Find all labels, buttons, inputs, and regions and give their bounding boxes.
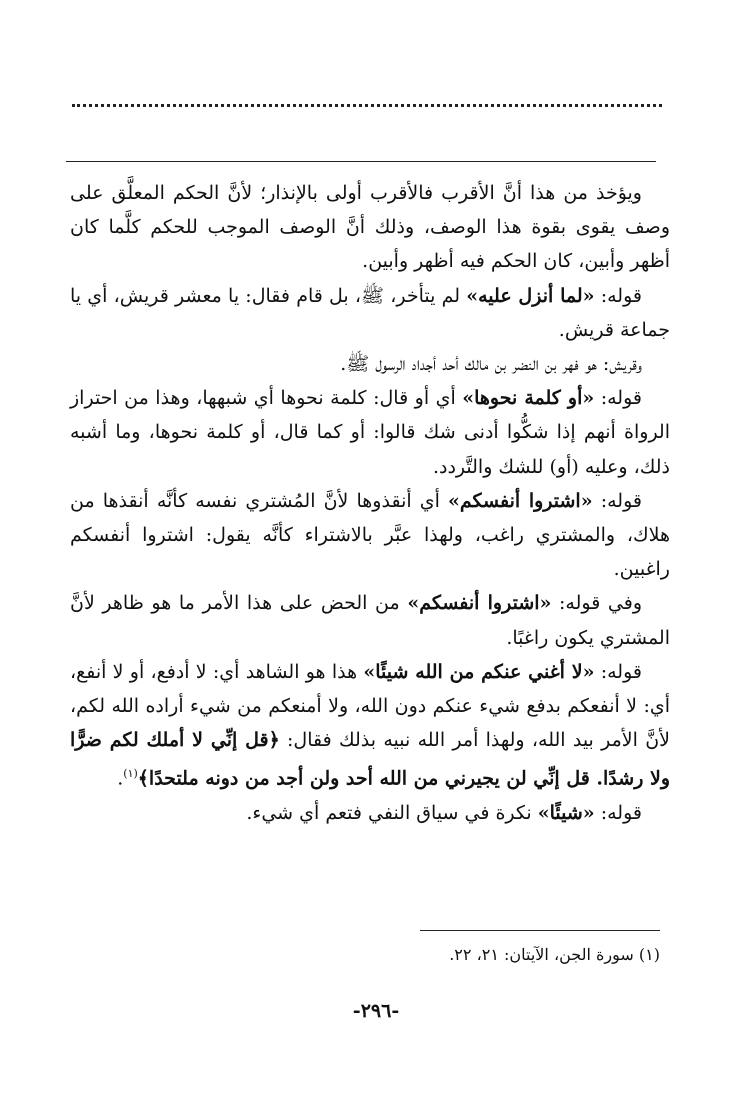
footnote-ref: (١) [123, 767, 138, 781]
hadith-quote: «أو كلمة نحوها» [462, 387, 595, 410]
paragraph-5 [70, 484, 670, 587]
sentence-end: . [117, 767, 124, 790]
hadith-quote: «لما أنزل عليه» [466, 284, 595, 307]
lead-in: قوله: [594, 284, 642, 307]
hadith-quote: «لا أغني عنكم من الله شيئًا» [363, 660, 595, 683]
quran-verse: ﴿قل إنِّي لا أملك لكم ضرًّا ولا رشدًا. قل إنِّي لن يجيرني من الله أحد ولن أجد من دونه ملتحدًا﴾ [70, 729, 670, 790]
commentary: أي أنقذوها لأنَّ المُشتري نفسه كأنَّه أنقذها من هلاك، والمشتري راغب، ولهذا عبَّر بالاشتراء كأنَّه يقول: اشتروا أنفسكم راغبين. [70, 489, 670, 581]
hadith-quote: «شيئًا» [537, 801, 595, 824]
lead-in: قوله: [594, 387, 642, 410]
lead-in: قوله: [594, 801, 642, 824]
paragraph-8 [70, 796, 670, 830]
hadith-quote: «اشتروا أنفسكم» [407, 592, 552, 615]
paragraph-2 [70, 279, 670, 347]
page-number: -٢٩٦- [352, 1000, 400, 1022]
commentary: لم يتأخر، ﷺ، بل قام فقال: يا معشر قريش، أي يا جماعة قريش. [70, 284, 670, 341]
commentary: نكرة في سياق النفي فتعم أي شيء. [246, 801, 538, 824]
dotted-separator [72, 104, 662, 107]
paragraph-3: وقريش: هو فهر بن النضر بن مالك أحد أجداد الرسول ﷺ. [340, 353, 642, 376]
lead-in: قوله: [592, 489, 642, 512]
commentary: أي أو قال: كلمة نحوها أي شبهها، وهذا من احتراز الرواة أنهم إذا شكُّوا أدنى شك قالوا: أو كما قال، أو كلمة نحوها، وما أشبه ذلك، وعليه (أو) للشك والتَّردد. [70, 387, 670, 478]
commentary: من الحض على هذا الأمر ما هو ظاهر لأنَّ المشتري يكون راغبًا. [70, 592, 670, 649]
footnote: (١) سورة الجن، الآيتان: ٢١، ٢٢. [449, 945, 660, 964]
header-rule [66, 161, 656, 162]
lead-in: قوله: [594, 660, 642, 683]
paragraph-7 [70, 655, 670, 796]
paragraph-1: ويؤخذ من هذا أنَّ الأقرب فالأقرب أولى بالإنذار؛ لأنَّ الحكم المعلَّق على وصف يقوى بقوة هذا الوصف، وذلك أنَّ الوصف الموجب للحكم كلَّما كان أظهر وأبين، كان الحكم فيه أظهر وأبين. [70, 182, 670, 273]
lead-in: وفي قوله: [551, 592, 642, 615]
body-text [70, 176, 670, 830]
paragraph-6 [70, 586, 670, 654]
commentary: هذا هو الشاهد أي: لا أدفع، أو لا أنفع، أي: لا أنفعكم بدفع شيء عنكم دون الله، ولا أمنعكم من شيء أراده الله لكم، لأنَّ الأمر بيد الله، ولهذا أمر الله نبيه بذلك فقال: [70, 660, 670, 752]
hadith-quote: «اشتروا أنفسكم» [448, 489, 593, 512]
footnote-rule [420, 930, 660, 931]
paragraph-4 [70, 381, 670, 484]
